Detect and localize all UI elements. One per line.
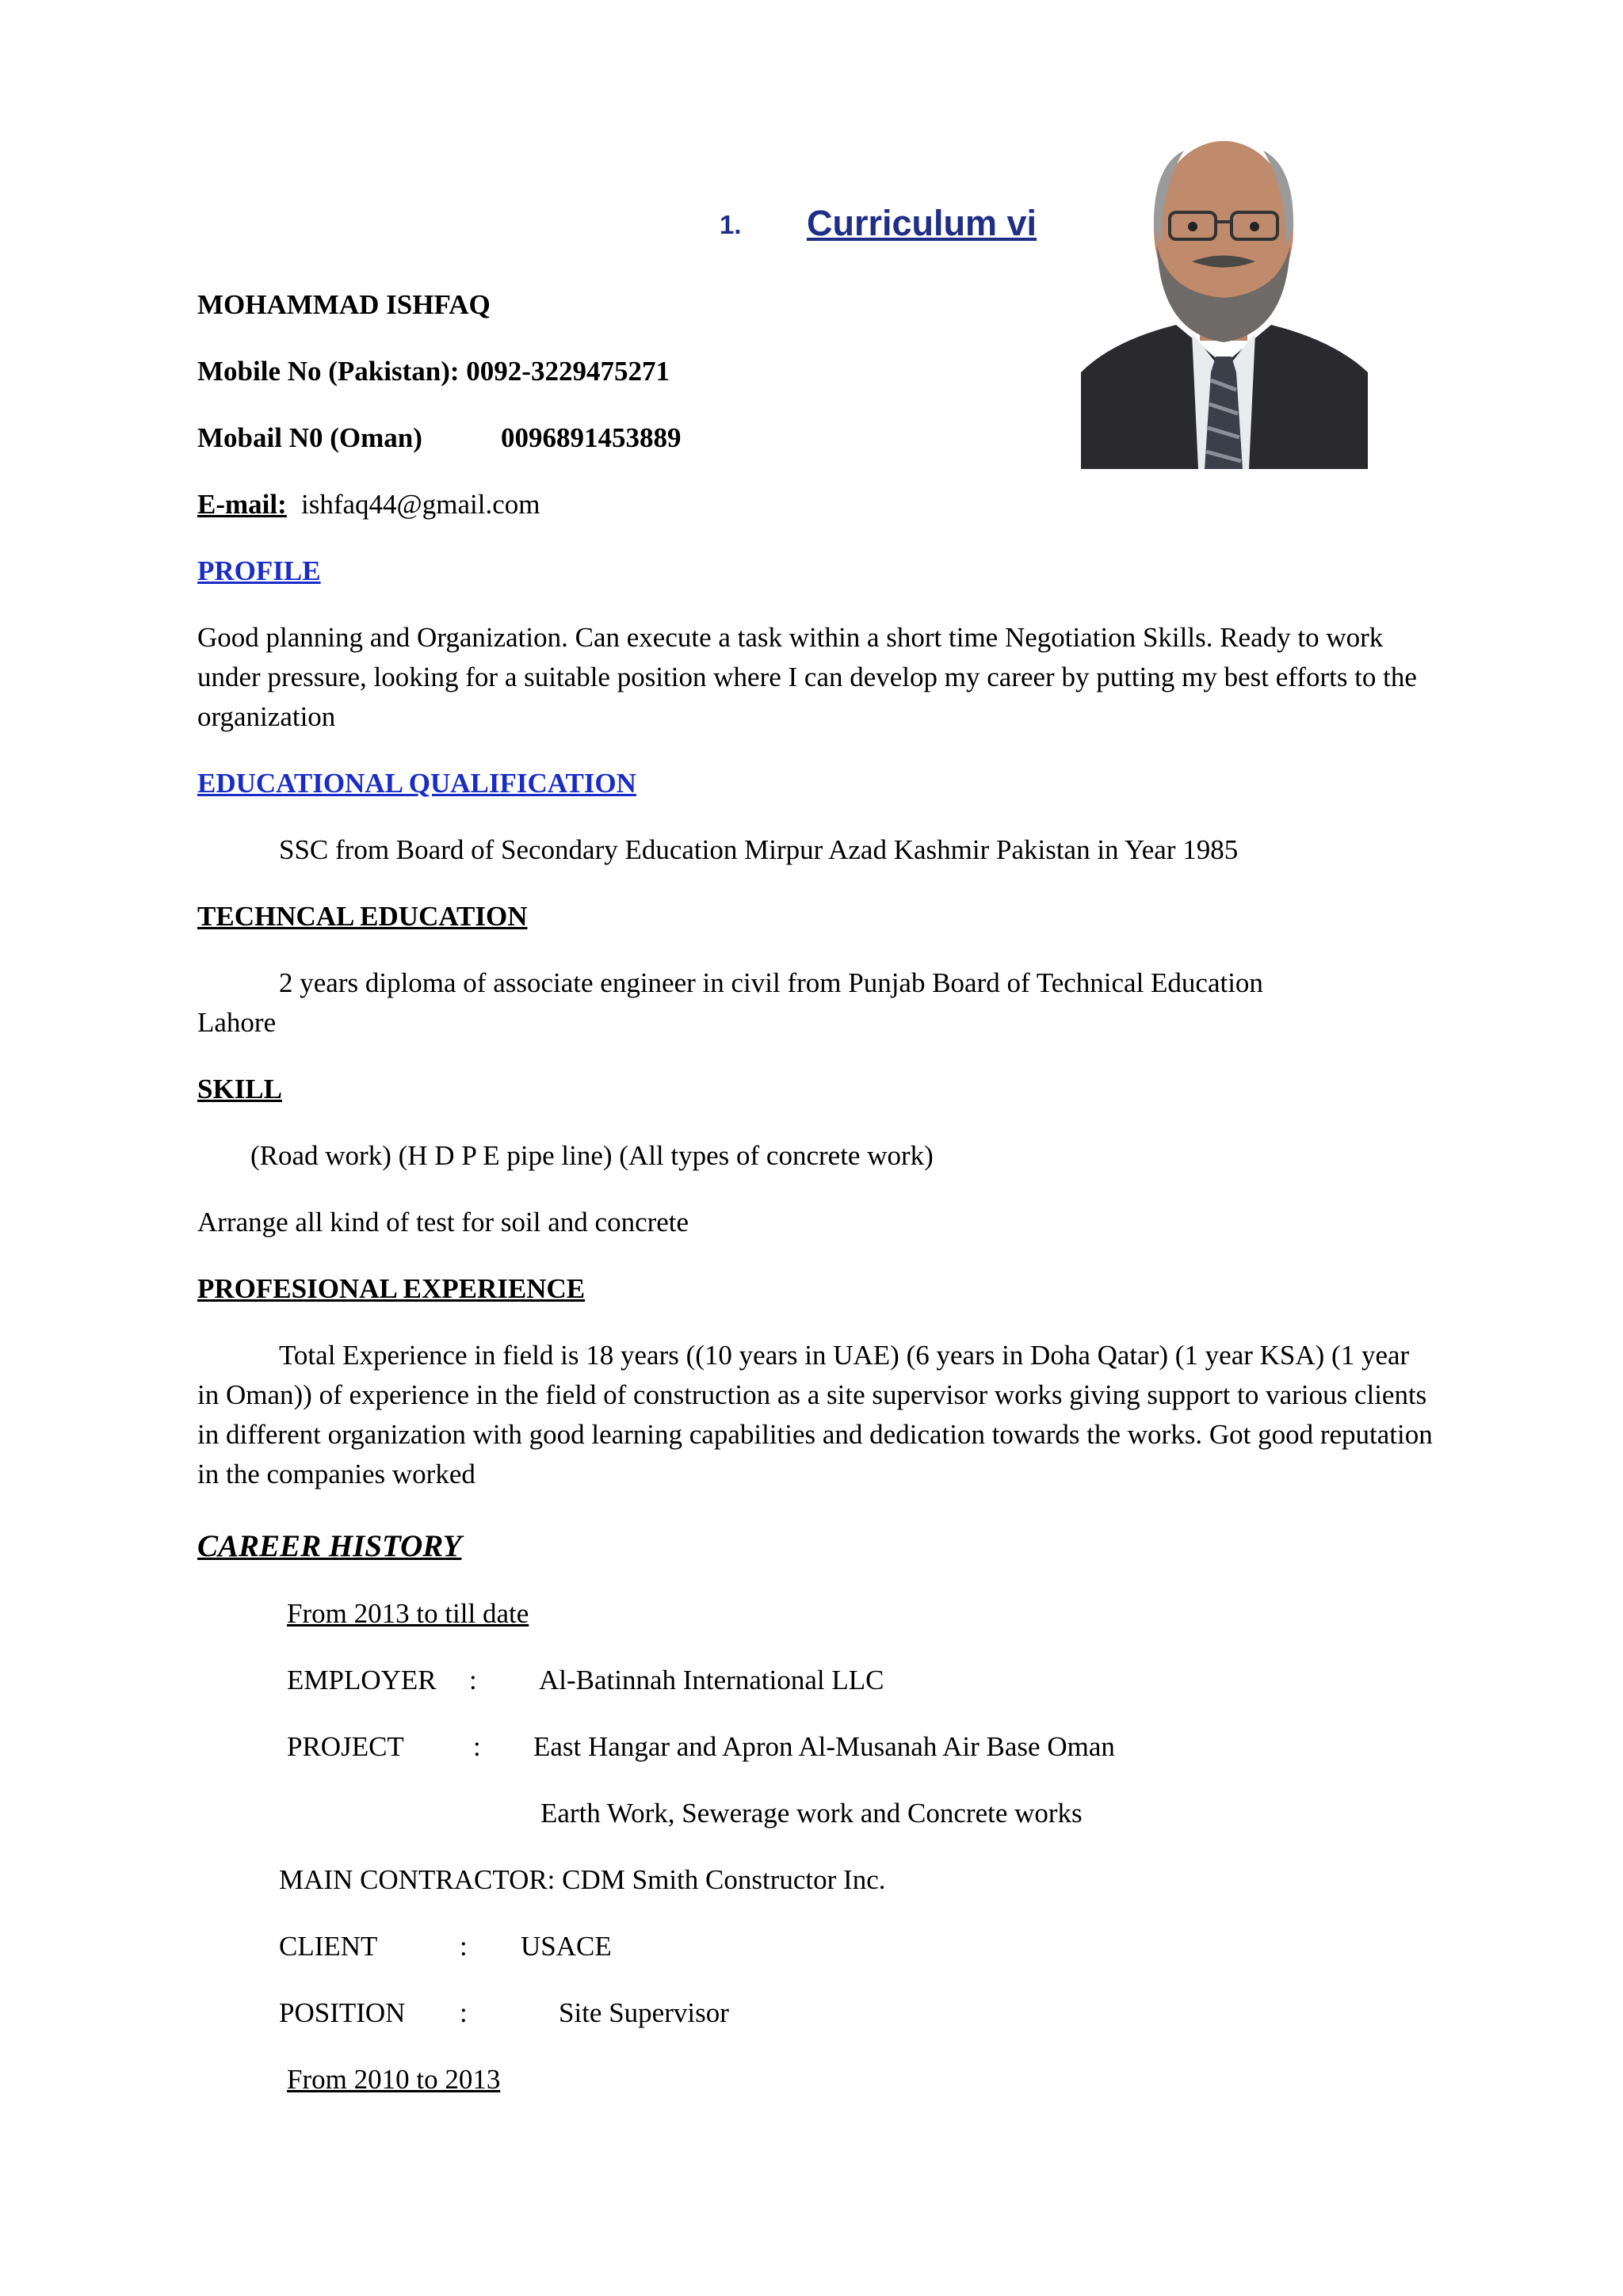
project-colon: : xyxy=(473,1731,481,1762)
profile-text: Good planning and Organization. Can execute a task within a short time Negotiation Skills. Ready to work under pressure, looking for a suitable position where I can develop my career by putting my best efforts to the organization xyxy=(197,622,1417,732)
position-label: POSITION xyxy=(279,1997,406,2028)
skill-line2: Arrange all kind of test for soil and concrete xyxy=(197,1207,689,1238)
career-heading: CAREER HISTORY xyxy=(197,1529,462,1563)
experience-heading: PROFESIONAL EXPERIENCE xyxy=(197,1273,586,1304)
employer-label: EMPLOYER xyxy=(287,1665,437,1695)
employer-value: Al-Batinnah International LLC xyxy=(539,1665,884,1695)
mobile-oman-label: Mobail N0 (Oman) xyxy=(197,422,422,453)
skill-heading: SKILL xyxy=(197,1074,282,1104)
mobile-oman-value: 0096891453889 xyxy=(501,422,682,453)
client-colon: : xyxy=(460,1931,468,1962)
position-value: Site Supervisor xyxy=(559,1997,729,2028)
profile-photo xyxy=(1081,111,1368,469)
technical-line2: Lahore xyxy=(197,1007,277,1038)
main-contractor: MAIN CONTRACTOR: CDM Smith Constructor Inc. xyxy=(279,1864,886,1895)
email-label: E-mail: xyxy=(197,489,287,520)
project-value-2: Earth Work, Sewerage work and Concrete works xyxy=(540,1798,1083,1829)
position-colon: : xyxy=(460,1997,468,2028)
career-period-2: From 2010 to 2013 xyxy=(287,2064,501,2095)
page-title: Curriculum vi xyxy=(807,203,1037,243)
portrait-image xyxy=(1081,111,1368,469)
client-value: USACE xyxy=(521,1931,612,1962)
education-text: SSC from Board of Secondary Education Mirpur Azad Kashmir Pakistan in Year 1985 xyxy=(279,834,1239,865)
mobile-pakistan: Mobile No (Pakistan): 0092-3229475271 xyxy=(197,356,670,387)
profile-heading[interactable]: PROFILE xyxy=(197,555,321,586)
career-period-1: From 2013 to till date xyxy=(287,1598,529,1629)
email-value[interactable]: ishfaq44@gmail.com xyxy=(301,489,540,520)
skill-line1: (Road work) (H D P E pipe line) (All types of concrete work) xyxy=(250,1140,934,1171)
experience-text: Total Experience in field is 18 years ((10 years in UAE) (6 years in Doha Qatar) (1 year KSA) (1 year in Oman)) of experience in the field of construction as a site supervisor works giving support to various clients in different organization with good learning capabilities and dedication towards the works. Got good reputation in the companies worked xyxy=(197,1340,1433,1489)
employer-colon: : xyxy=(469,1665,477,1695)
technical-heading: TECHNCAL EDUCATION xyxy=(197,901,528,932)
client-label: CLIENT xyxy=(279,1931,378,1962)
candidate-name: MOHAMMAD ISHFAQ xyxy=(197,289,491,320)
technical-line1: 2 years diploma of associate engineer in civil from Punjab Board of Technical Education xyxy=(279,967,1263,998)
project-value: East Hangar and Apron Al-Musanah Air Base Oman xyxy=(533,1731,1115,1762)
education-heading[interactable]: EDUCATIONAL QUALIFICATION xyxy=(197,768,636,799)
heading-number: 1. xyxy=(720,210,742,239)
project-label: PROJECT xyxy=(287,1731,404,1762)
